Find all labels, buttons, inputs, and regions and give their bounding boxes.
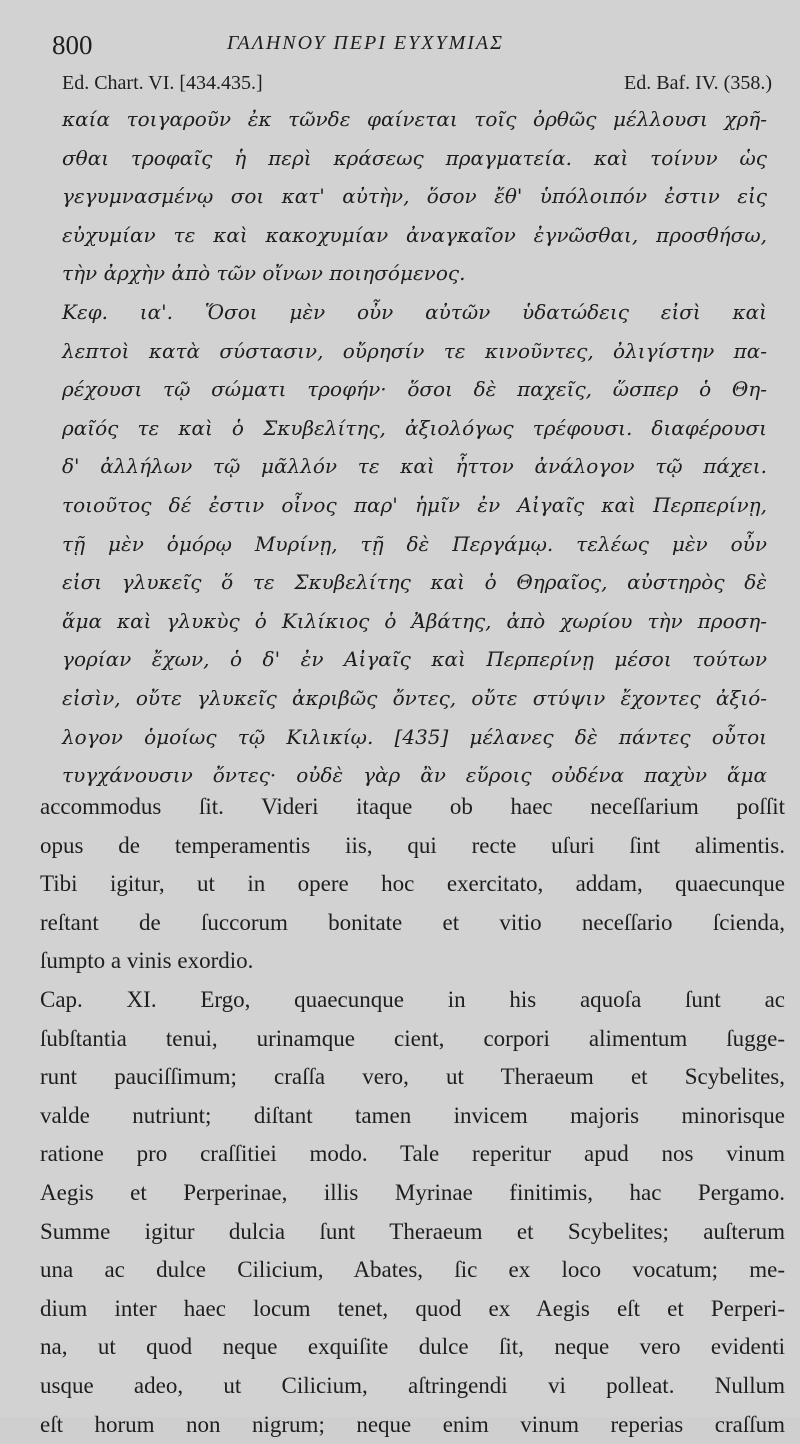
latin-line: accommodus ſit. Videri itaque ob haec neceſſarium poſſit (40, 788, 785, 827)
greek-line: τυγχάνουσιν ὄντες· οὐδὲ γὰρ ἂν εὕροις οὐδένα παχὺν ἅμα (62, 756, 767, 795)
latin-line: Aegis et Perperinae, illis Myrinae finitimis, hac Pergamo. (40, 1174, 785, 1213)
latin-line: valde nutriunt; diſtant tamen invicem majoris minorisque (40, 1097, 785, 1136)
greek-line: καία τοιγαροῦν ἐκ τῶνδε φαίνεται τοῖς ὀρθῶς μέλλουσι χρῆ- (62, 100, 767, 139)
greek-line: σθαι τροφαῖς ἡ περὶ κράσεως πραγματεία. καὶ τοίνυν ὡς (62, 139, 767, 178)
greek-line: τῇ μὲν ὁμόρῳ Μυρίνῃ, τῇ δὲ Περγάμῳ. τελέως μὲν οὖν (62, 525, 767, 564)
latin-line: ſumpto a vinis exordio. (40, 942, 785, 981)
latin-line: opus de temperamentis iis, qui recte uſuri ſint alimentis. (40, 827, 785, 866)
greek-line: γεγυμνασμένῳ σοι κατ' αὐτὴν, ὅσον ἔθ' ὑπόλοιπόν ἐστιν εἰς (62, 177, 767, 216)
latin-line: ſubſtantia tenui, urinamque cient, corpori alimentum ſugge- (40, 1020, 785, 1059)
greek-line: εἰσὶν, οὔτε γλυκεῖς ἀκριβῶς ὄντες, οὔτε στύψιν ἔχοντες ἀξιό- (62, 679, 767, 718)
latin-line: ratione pro craſſitiei modo. Tale reperitur apud nos vinum (40, 1135, 785, 1174)
greek-line: ἅμα καὶ γλυκὺς ὁ Κιλίκιος ὁ Ἀβάτης, ἀπὸ χωρίου τὴν προση- (62, 602, 767, 641)
greek-text-block (62, 100, 767, 795)
greek-line: δ' ἀλλήλων τῷ μᾶλλόν τε καὶ ἧττον ἀνάλογον τῷ πάχει. (62, 447, 767, 486)
latin-line: na, ut quod neque exquiſite dulce ſit, neque vero evidenti (40, 1328, 785, 1367)
page-number: 800 (52, 30, 93, 61)
latin-line: dium inter haec locum tenet, quod ex Aegis eſt et Perperi- (40, 1290, 785, 1329)
edition-references (62, 72, 772, 98)
greek-line: τοιοῦτος δέ ἐστιν οἶνος παρ' ἡμῖν ἐν Αἰγαῖς καὶ Περπερίνῃ, (62, 486, 767, 525)
latin-line: eſt horum non nigrum; neque enim vinum reperias craſſum (40, 1406, 785, 1444)
greek-line: λεπτοὶ κατὰ σύστασιν, οὔρησίν τε κινοῦντες, ὀλιγίστην πα- (62, 332, 767, 371)
greek-line: λογον ὁμοίως τῷ Κιλικίῳ. [435] μέλανες δὲ πάντες οὗτοι (62, 718, 767, 757)
greek-line: ρέχουσι τῷ σώματι τροφήν· ὅσοι δὲ παχεῖς, ὥσπερ ὁ Θη- (62, 370, 767, 409)
latin-line: reſtant de ſuccorum bonitate et vitio neceſſario ſcienda, (40, 904, 785, 943)
latin-line: Tibi igitur, ut in opere hoc exercitato, addam, quaecunque (40, 865, 785, 904)
latin-line: una ac dulce Cilicium, Abates, ſic ex loco vocatum; me- (40, 1251, 785, 1290)
latin-text-block (40, 788, 785, 1444)
running-title: ΓΑΛΗΝΟΥ ΠΕΡΙ ΕΥΧΥΜΙΑΣ (227, 32, 504, 55)
greek-line: εἰσι γλυκεῖς ὅ τε Σκυβελίτης καὶ ὁ Θηραῖος, αὐστηρὸς δὲ (62, 563, 767, 602)
latin-line: Summe igitur dulcia ſunt Theraeum et Scybelites; auſterum (40, 1213, 785, 1252)
greek-line: γορίαν ἔχων, ὁ δ' ἐν Αἰγαῖς καὶ Περπερίνῃ μέσοι τούτων (62, 640, 767, 679)
latin-line: Cap. XI. Ergo, quaecunque in his aquoſa ſunt ac (40, 981, 785, 1020)
edition-reference-basel: Ed. Baf. IV. (358.) (624, 72, 772, 95)
latin-line: usque adeo, ut Cilicium, aſtringendi vi polleat. Nullum (40, 1367, 785, 1406)
edition-reference-chart: Ed. Chart. VI. [434.435.] (62, 72, 263, 95)
latin-line: runt pauciſſimum; craſſa vero, ut Theraeum et Scybelites, (40, 1058, 785, 1097)
greek-line: εὐχυμίαν τε καὶ κακοχυμίαν ἀναγκαῖον ἐγνῶσθαι, προσθήσω, (62, 216, 767, 255)
greek-line: τὴν ἀρχὴν ἀπὸ τῶν οἴνων ποιησόμενος. (62, 254, 767, 293)
greek-line: ραῖός τε καὶ ὁ Σκυβελίτης, ἀξιολόγως τρέφουσι. διαφέρουσι (62, 409, 767, 448)
page-header (52, 26, 762, 66)
greek-line: Κεφ. ια'. Ὅσοι μὲν οὖν αὐτῶν ὑδατώδεις εἰσὶ καὶ (62, 293, 767, 332)
